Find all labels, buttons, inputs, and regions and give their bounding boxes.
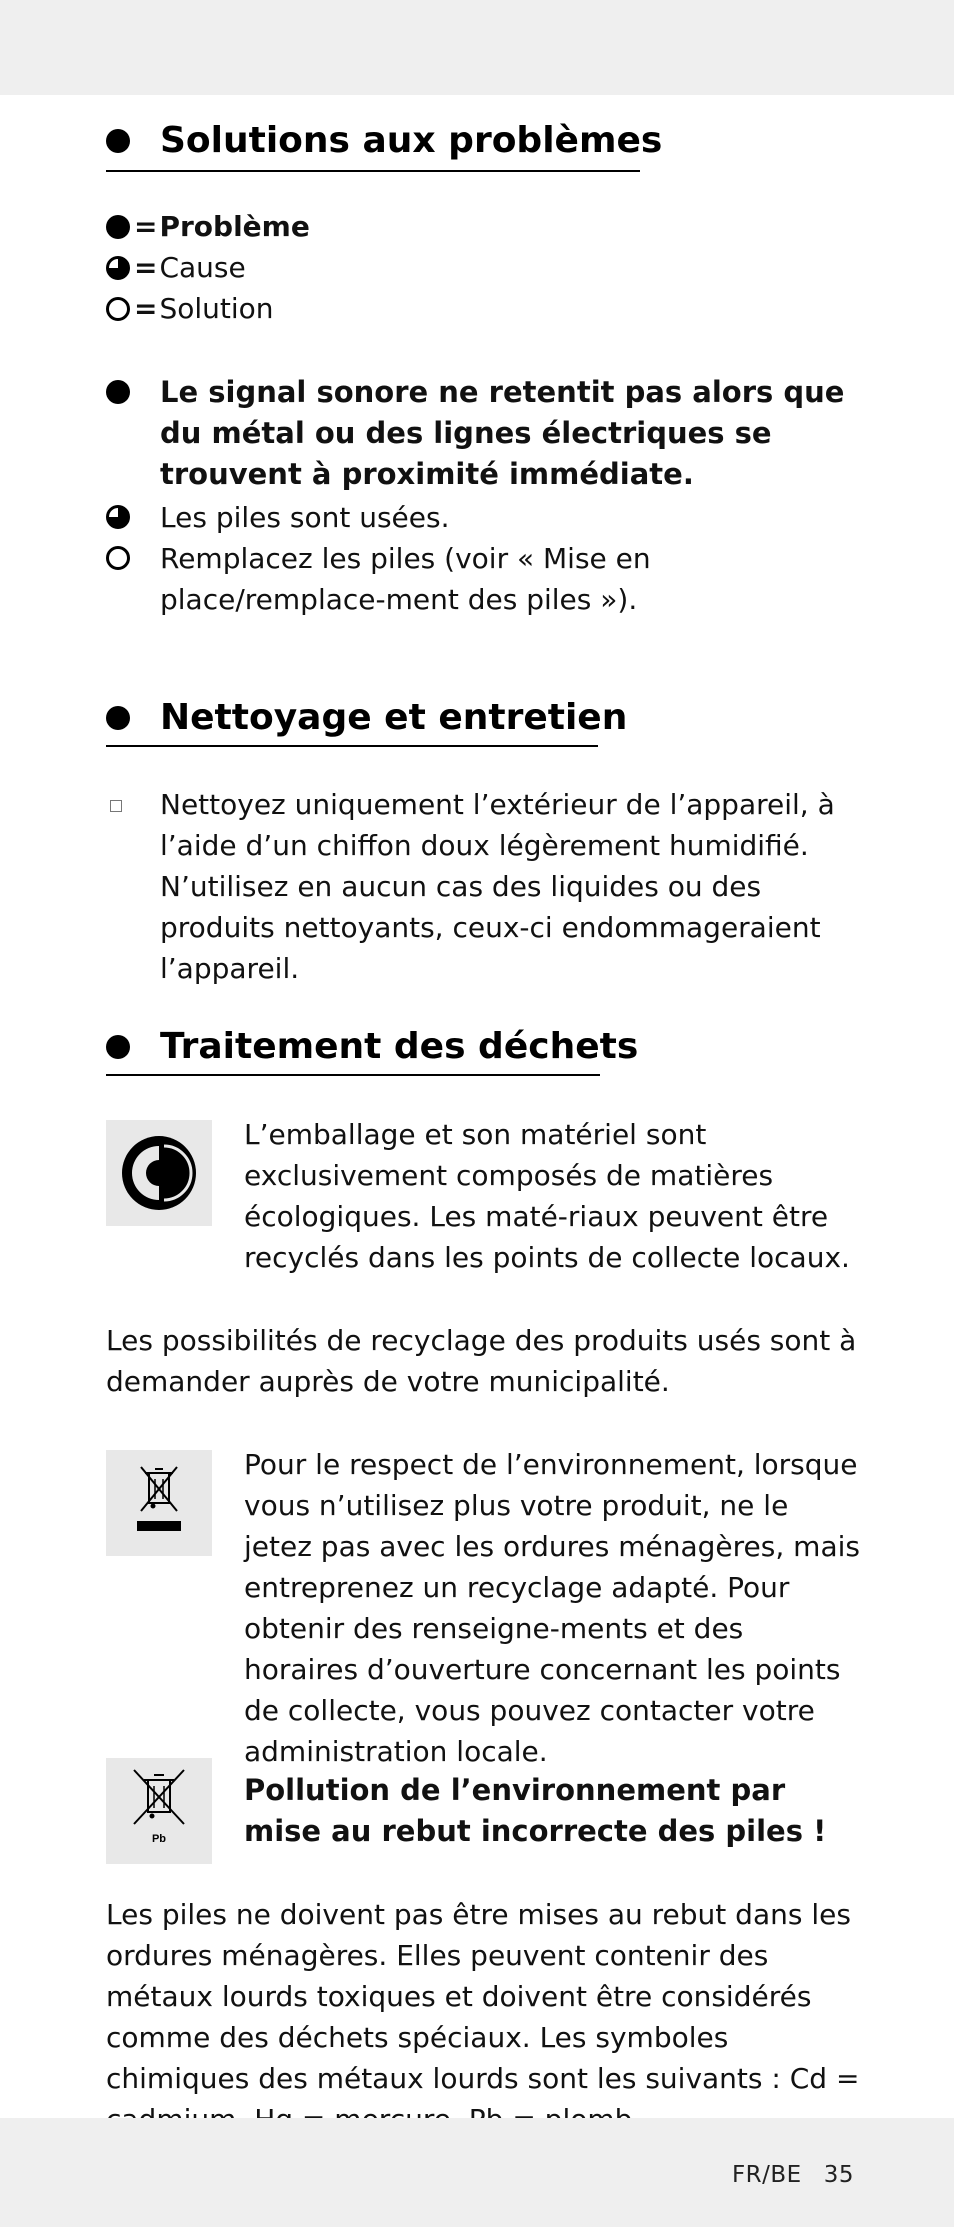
section-title: Traitement des déchets	[160, 1026, 639, 1067]
battery-text: Les piles ne doivent pas être mises au rebut dans les ordures ménagères. Elles peuvent contenir des métaux lourds toxiques et doivent être considérés comme des déchets spéciaux. Les symboles chimiques des métaux lourds sont les suivants : Cd =	[106, 1898, 860, 2095]
heading-waste	[106, 1026, 638, 1067]
filled-circle-icon	[106, 215, 130, 239]
legend-cause: = Cause	[106, 251, 246, 284]
legend-label: Problème	[159, 210, 310, 243]
heading-underline	[106, 1074, 600, 1076]
heading-underline	[106, 170, 640, 172]
section-title: Nettoyage et entretien	[160, 697, 628, 738]
solution-text: Remplacez les piles (voir « Mise en place/remplace-ment des piles »).	[160, 542, 651, 616]
filled-circle-icon	[106, 380, 130, 404]
cause-text: Les piles sont usées.	[160, 501, 450, 534]
legend-problem: = Problème	[106, 210, 310, 243]
empty-circle-icon	[106, 297, 130, 321]
heading-solutions	[106, 120, 662, 161]
heading-bullet-icon	[106, 706, 130, 730]
half-circle-icon	[106, 505, 130, 529]
heading-bullet-icon	[106, 1035, 130, 1059]
heading-bullet-icon	[106, 129, 130, 153]
legend-solution: = Solution	[106, 292, 274, 325]
problem-text: Le signal sonore ne retentit pas alors que du métal ou des lignes électriques se trouvent à proximité immédiate.	[160, 375, 845, 491]
legend-label: Cause	[159, 251, 246, 284]
empty-circle-icon	[106, 546, 130, 570]
cause-item	[106, 497, 866, 538]
green-dot-icon	[106, 1120, 212, 1226]
battery-warning: Pollution de l’environnement par mise au rebut incorrecte des piles !	[244, 1773, 827, 1848]
section-title: Solutions aux problèmes	[160, 120, 663, 161]
battery-bin-icon	[106, 1758, 212, 1864]
footer-locale: FR/BE	[731, 2162, 802, 2188]
heading-underline	[106, 745, 598, 747]
cleaning-text: Nettoyez uniquement l’extérieur de l’appareil, à l’aide d’un chiffon doux légèrement humidifié. N’utilisez en aucun cas des liquides ou des produits nettoyants, ceux-ci endommageraient l’appareil.	[160, 788, 835, 985]
checkbox-bullet-icon	[110, 800, 122, 812]
page-footer	[0, 2118, 954, 2227]
heading-cleaning	[106, 697, 627, 738]
footer-text	[732, 2162, 854, 2188]
environment-text: Pour le respect de l’environnement, lorsque vous n’utilisez plus votre produit, ne le jetez pas avec les ordures ménagères, mais entreprenez un recyclage adapté. Pour obtenir des renseigne-ments et des horaires d’ouverture concernant les points de collecte, vous pouvez contacter votre administration locale.	[244, 1448, 860, 1768]
crossed-bin-icon	[106, 1450, 212, 1556]
recycling-text: Les possibilités de recyclage des produits usés sont à demander auprès de votre municipalité.	[106, 1324, 857, 1398]
packaging-text: L’emballage et son matériel sont exclusivement composés de matières écologiques. Les maté-riaux peuvent être recyclés dans les points de collecte locaux.	[244, 1118, 850, 1274]
problem-item	[106, 372, 866, 495]
page-number: 35	[823, 2162, 854, 2188]
battery-icon-label: Pb	[151, 1833, 167, 1845]
solution-item	[106, 538, 846, 620]
legend-label: Solution	[159, 292, 274, 325]
half-circle-icon	[106, 256, 130, 280]
top-margin-bar	[0, 0, 954, 95]
